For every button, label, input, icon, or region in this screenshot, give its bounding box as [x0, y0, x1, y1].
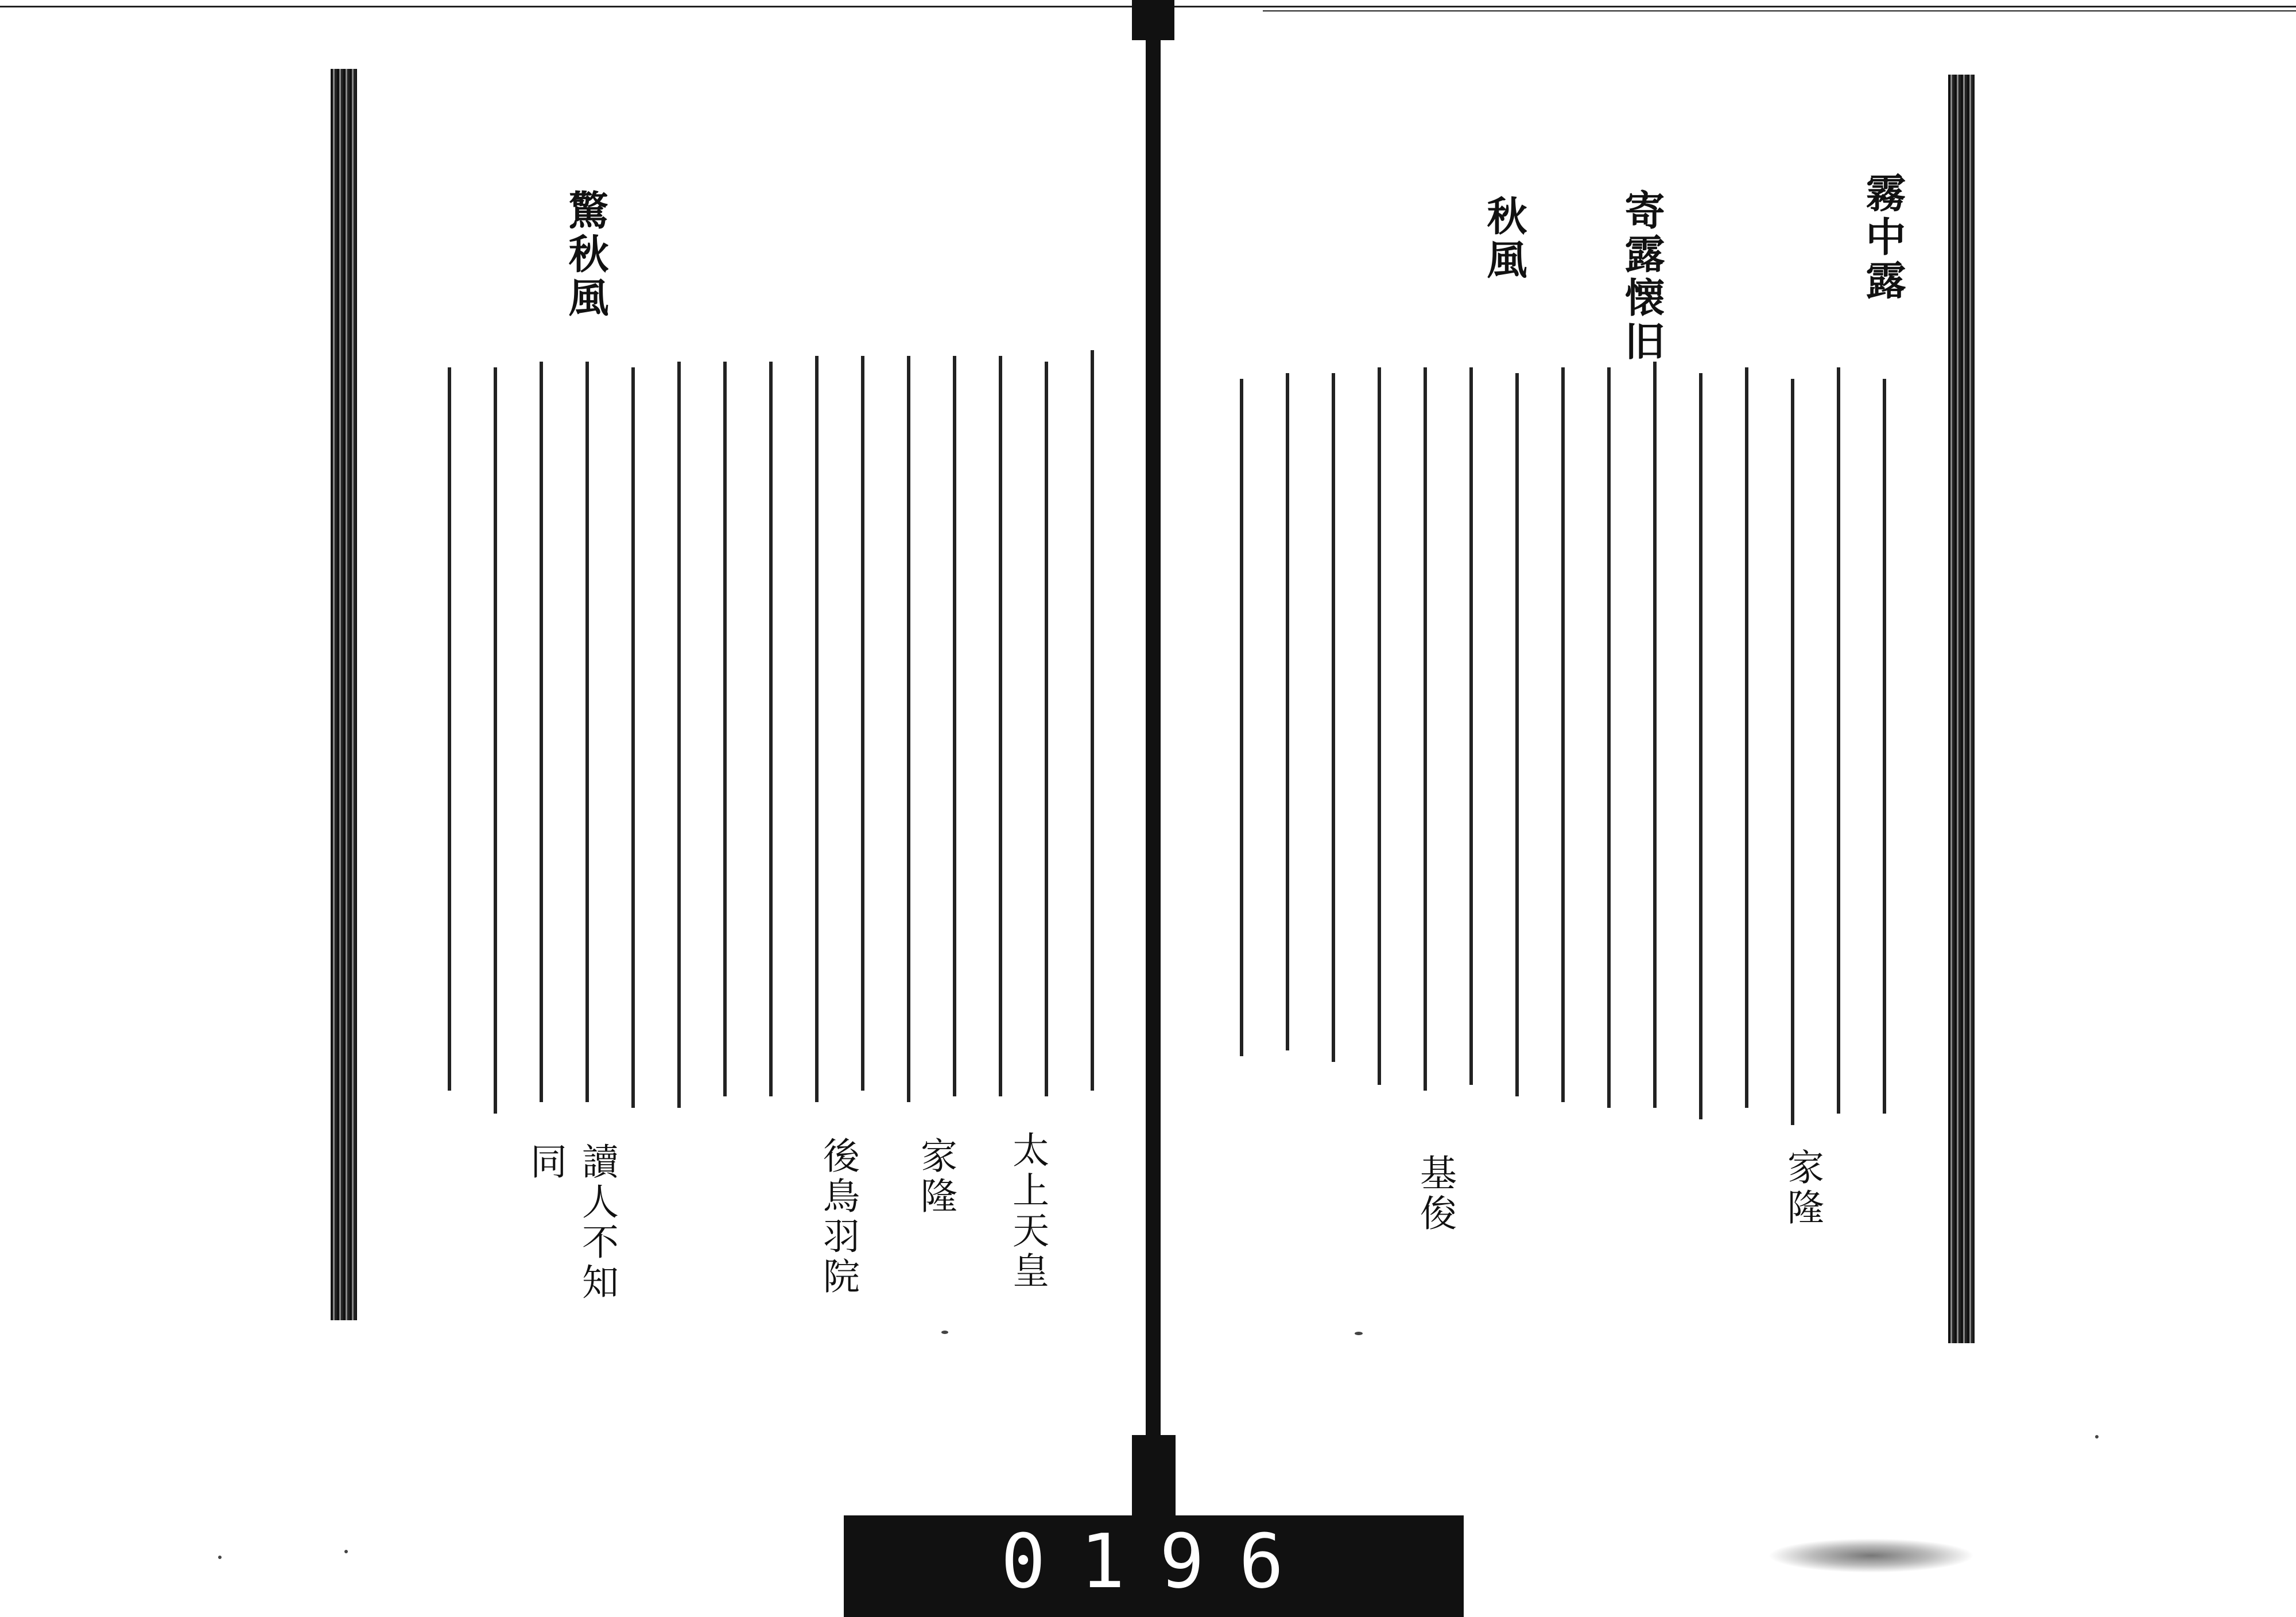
poem-line [999, 356, 1008, 1096]
poem-line [585, 362, 595, 1102]
poem-line [1653, 362, 1662, 1108]
poem-line [1883, 379, 1892, 1114]
dust-spot [1355, 1332, 1363, 1335]
poem-line [1837, 367, 1846, 1114]
poem-line [1791, 379, 1800, 1125]
poem-line [907, 356, 916, 1102]
poem-line [631, 367, 641, 1108]
binding-spine [1146, 0, 1161, 1469]
poem-line [1607, 367, 1616, 1108]
author-3: 家隆 [1781, 1148, 1824, 1228]
poem-line [1286, 373, 1295, 1050]
poem-line [769, 362, 778, 1096]
right-page-edge [1948, 75, 1975, 1343]
smear [1768, 1538, 1975, 1573]
author-12: 同 [524, 1142, 567, 1182]
poem-line [1091, 350, 1100, 1091]
poem-line [953, 356, 962, 1096]
poem-line [1699, 373, 1708, 1119]
heading-6: 寄露懐旧 [1618, 189, 1666, 364]
poem-line [1561, 367, 1570, 1102]
poem-line [1045, 362, 1054, 1096]
page-edge-line-top-right [1263, 10, 2296, 11]
author-11: 讀人不知 [576, 1142, 618, 1303]
left-page-edge [331, 69, 357, 1320]
poem-line [1515, 373, 1525, 1096]
poem-line [861, 356, 870, 1091]
poem-line [1745, 367, 1754, 1108]
author-6: 後鳥羽院 [817, 1137, 859, 1297]
heading-8: 秋風 [1480, 195, 1528, 282]
binding-spine-top [1132, 0, 1174, 40]
poem-line [1332, 373, 1341, 1062]
author-4: 家隆 [914, 1137, 957, 1217]
poem-line [723, 362, 732, 1096]
poem-line [815, 356, 824, 1102]
topic-1: 驚秋風 [562, 189, 610, 320]
dust-spot [218, 1556, 222, 1559]
frame-number: 0196 [1000, 1518, 1318, 1605]
author-11: 基俊 [1414, 1154, 1456, 1234]
poem-line [540, 362, 549, 1102]
dust-spot [941, 1331, 948, 1334]
author-2: 太上天皇 [1006, 1131, 1049, 1292]
poem-line [494, 367, 503, 1114]
poem-line [1424, 367, 1433, 1091]
poem-line [1378, 367, 1387, 1085]
poem-line [448, 367, 457, 1091]
heading-1: 霧中露 [1859, 172, 1907, 303]
dust-spot [2095, 1435, 2099, 1438]
poem-line [1469, 367, 1479, 1085]
poem-line [1240, 379, 1249, 1056]
dust-spot [344, 1550, 348, 1553]
poem-line [677, 362, 687, 1108]
